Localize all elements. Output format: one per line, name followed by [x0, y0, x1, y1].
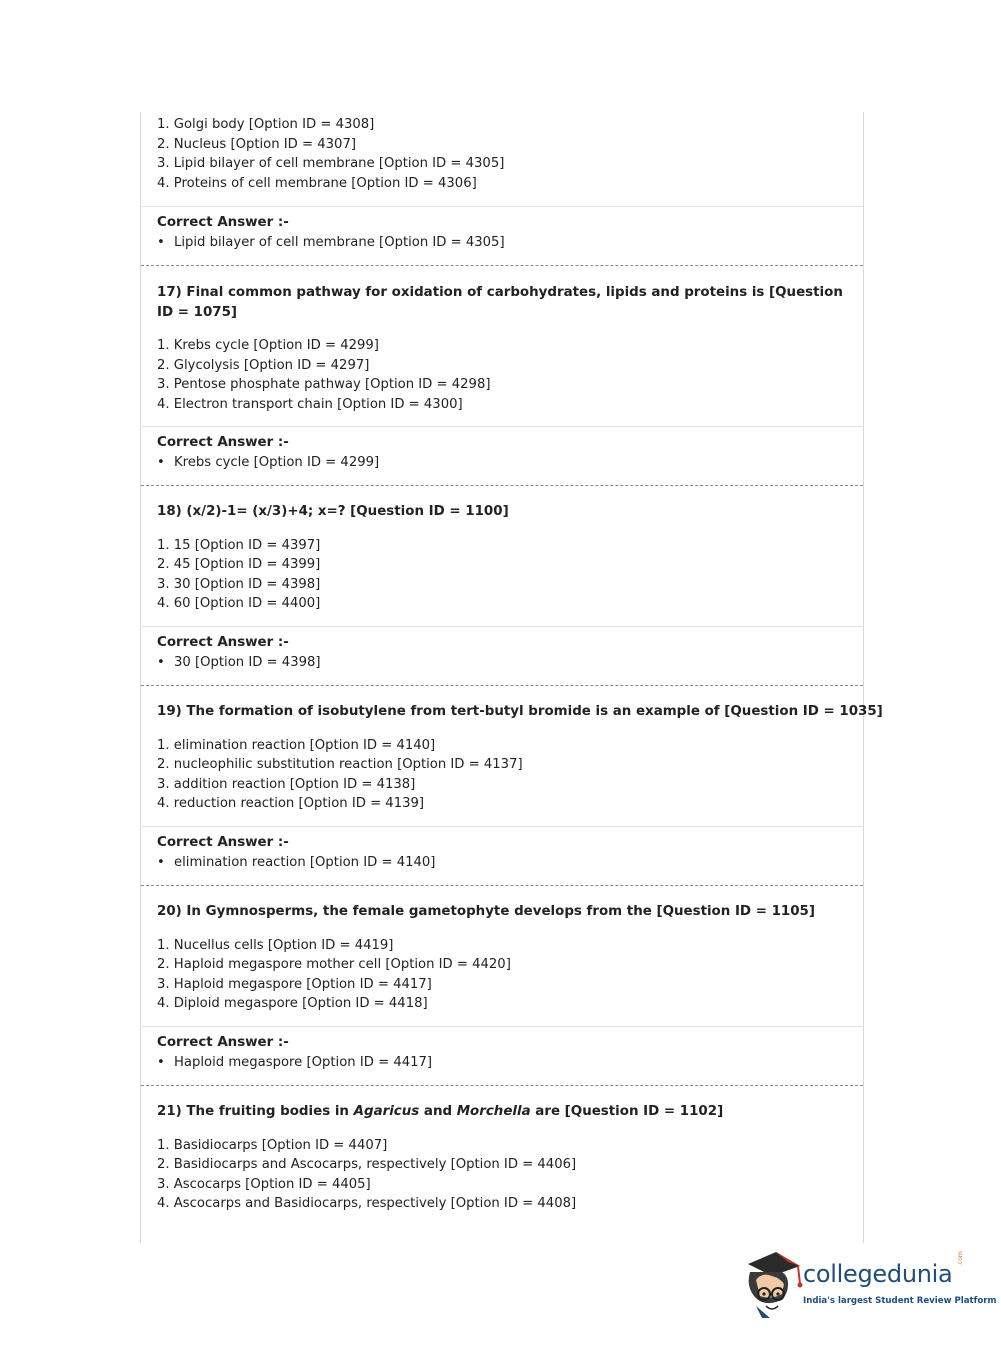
option: 3. 30 [Option ID = 4398]	[157, 576, 321, 592]
bullet: •	[157, 455, 165, 470]
q21-options	[157, 1136, 847, 1214]
collegedunia-logo[interactable]	[742, 1250, 997, 1320]
option: 4. Electron transport chain [Option ID = 4300]	[157, 396, 463, 412]
q17-answer-block	[141, 426, 863, 485]
bullet: •	[157, 855, 165, 870]
option: 2. Glycolysis [Option ID = 4297]	[157, 357, 370, 373]
option: 1. Krebs cycle [Option ID = 4299]	[157, 338, 379, 354]
question-text: 17) Final common pathway for oxidation of carbohydrates, lipids and proteins is [Question ID = 1075]	[157, 285, 843, 320]
bullet: •	[157, 1055, 165, 1070]
correct-answer: • Krebs cycle [Option ID = 4299]	[157, 453, 847, 473]
option: 1. Basidiocarps [Option ID = 4407]	[157, 1137, 388, 1153]
correct-answer: • elimination reaction [Option ID = 4140]	[157, 853, 847, 873]
question-text: 18) (x/2)-1= (x/3)+4; x=? [Question ID = 1100]	[157, 504, 509, 519]
q16-answer-block	[141, 206, 863, 265]
genus-name: Agaricus	[353, 1104, 420, 1119]
option: 1. Golgi body [Option ID = 4308]	[157, 117, 375, 132]
q19-answer-block	[141, 826, 863, 885]
q19-block	[141, 685, 883, 826]
question-text: 21) The fruiting bodies in Agaricus and Morchella are [Question ID = 1102]	[157, 1104, 724, 1119]
option: 2. Haploid megaspore mother cell [Option ID = 4420]	[157, 957, 511, 973]
option: 4. reduction reaction [Option ID = 4139]	[157, 796, 425, 812]
q20-block	[141, 885, 863, 1026]
option: 4. Proteins of cell membrane [Option ID = 4306]	[157, 175, 477, 191]
option: 3. Pentose phosphate pathway [Option ID = 4298]	[157, 377, 491, 393]
q17-block	[141, 265, 863, 426]
q16-options-block	[141, 112, 863, 206]
q17-options	[157, 336, 847, 414]
option: 1. 15 [Option ID = 4397]	[157, 537, 321, 553]
q21-block	[141, 1085, 863, 1232]
option: 4. Ascocarps and Basidiocarps, respectively [Option ID = 4408]	[157, 1196, 577, 1212]
correct-answer: • 30 [Option ID = 4398]	[157, 653, 847, 673]
option: 1. elimination reaction [Option ID = 4140]	[157, 737, 436, 753]
option: 3. addition reaction [Option ID = 4138]	[157, 776, 416, 792]
correct-answer-label: Correct Answer :-	[157, 435, 289, 450]
option: 2. 45 [Option ID = 4399]	[157, 557, 321, 573]
correct-answer-label: Correct Answer :-	[157, 1035, 289, 1050]
q18-answer-block	[141, 626, 863, 685]
logo-tagline: India's largest Student Review Platform	[803, 1296, 997, 1306]
correct-answer-label: Correct Answer :-	[157, 215, 289, 230]
bullet: •	[157, 655, 165, 670]
option: 2. Nucleus [Option ID = 4307]	[157, 136, 356, 152]
correct-answer: • Haploid megaspore [Option ID = 4417]	[157, 1053, 847, 1073]
q18-block	[141, 485, 863, 626]
genus-name: Morchella	[456, 1104, 531, 1119]
option: 4. 60 [Option ID = 4400]	[157, 596, 321, 612]
option: 3. Ascocarps [Option ID = 4405]	[157, 1176, 371, 1192]
question-text: 19) The formation of isobutylene from tert-butyl bromide is an example of [Question ID = 1035]	[157, 704, 883, 719]
correct-answer: • Lipid bilayer of cell membrane [Option ID = 4305]	[157, 233, 847, 253]
correct-answer-label: Correct Answer :-	[157, 635, 289, 650]
q16-options	[157, 115, 847, 193]
q19-options	[157, 736, 847, 814]
question-text: 20) In Gymnosperms, the female gametophyte develops from the [Question ID = 1105]	[157, 904, 815, 919]
option: 3. Haploid megaspore [Option ID = 4417]	[157, 976, 432, 992]
bullet: •	[157, 235, 165, 250]
q20-answer-block	[141, 1026, 863, 1085]
question-paper	[140, 112, 883, 1243]
correct-answer-label: Correct Answer :-	[157, 835, 289, 850]
logo-tld: .com	[957, 1251, 964, 1266]
q20-options	[157, 936, 847, 1014]
option: 2. nucleophilic substitution reaction [Option ID = 4137]	[157, 757, 523, 773]
logo-wordmark: collegedunia	[803, 1260, 953, 1288]
mascot-icon	[742, 1250, 804, 1320]
q18-options	[157, 536, 847, 614]
option: 4. Diploid megaspore [Option ID = 4418]	[157, 996, 428, 1012]
option: 1. Nucellus cells [Option ID = 4419]	[157, 937, 394, 953]
option: 3. Lipid bilayer of cell membrane [Option ID = 4305]	[157, 156, 505, 172]
option: 2. Basidiocarps and Ascocarps, respectively [Option ID = 4406]	[157, 1157, 577, 1173]
